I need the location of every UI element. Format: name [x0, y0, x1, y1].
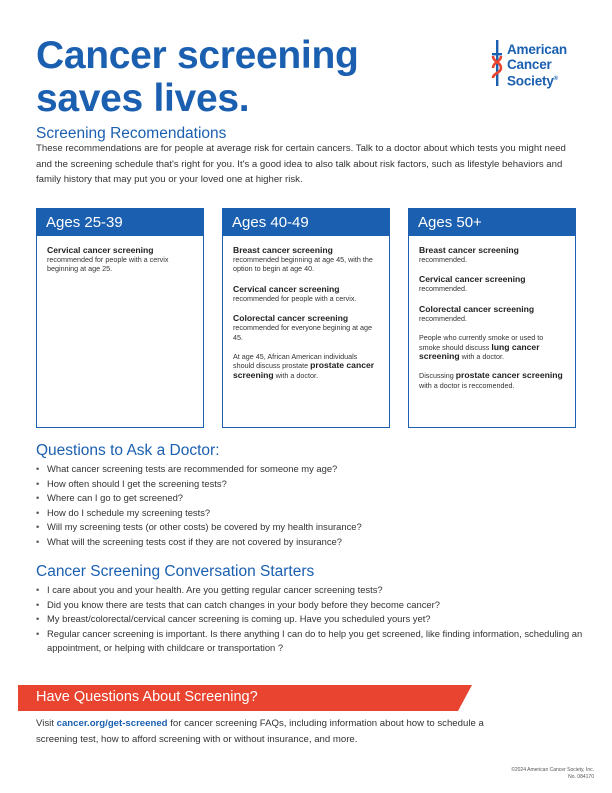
list-item: [36, 506, 586, 521]
card-heading: Ages 50+: [409, 209, 575, 236]
bullet-icon: •: [36, 492, 40, 504]
card-item-title: Colorectal cancer screening: [419, 303, 535, 314]
card-note-pre: People who currently smoke or used to smoke should discuss: [419, 333, 544, 352]
card-item-title: Cervical cancer screening: [419, 274, 526, 285]
card-ages-25-39: [36, 208, 204, 428]
bullet-icon: •: [36, 535, 40, 547]
card-item-text: recommended for everyone begining at age 45.: [233, 323, 373, 342]
screening-link[interactable]: cancer.org/get-screened: [56, 718, 168, 729]
logo-line-2: Cancer: [507, 57, 552, 72]
list-item: [36, 612, 591, 627]
list-item-text: Regular cancer screening is important. Is there anything I can do to help you get screened, like finding information, scheduling an appointment, or helping with childcare or transportation ?: [47, 627, 583, 654]
card-note-pre: At age 45, African American individuals should discuss prostate: [233, 352, 358, 371]
questions-banner: [18, 685, 472, 711]
visit-paragraph: [36, 716, 496, 747]
card-note-post: with a doctor is reccomended.: [419, 380, 515, 390]
card-note-bold: lung cancer screening: [419, 341, 540, 362]
list-item-text: Did you know there are tests that can catch changes in your body before they become cancer?: [47, 598, 440, 610]
card-item-text: recommended for people with a cervix.: [233, 293, 357, 303]
bullet-icon: •: [36, 477, 40, 489]
footer-copyright: ©2024 American Cancer Society, Inc.: [511, 767, 594, 773]
list-item-text: My breast/colorectal/cervical cancer screening is coming up. Have you scheduled yours yet?: [47, 613, 431, 625]
list-item-text: What will the screening tests cost if they are not covered by insurance?: [47, 535, 342, 547]
logo-society: Society: [507, 73, 554, 89]
list-item: [36, 598, 591, 613]
list-item-text: How do I schedule my screening tests?: [47, 506, 211, 518]
list-item: [36, 491, 586, 506]
card-item-title: Colorectal cancer screening: [233, 313, 349, 324]
footer: [511, 767, 594, 781]
card-note-bold: prostate cancer screening: [455, 370, 563, 381]
logo-wordmark: [507, 42, 567, 89]
card-item: [233, 245, 379, 274]
card-note-post: with a doctor.: [273, 370, 318, 380]
list-item: [36, 627, 591, 656]
card-note-bold: prostate cancer screening: [233, 360, 375, 380]
bullet-icon: •: [36, 463, 40, 474]
bullet-icon: •: [36, 521, 40, 533]
bullet-icon: •: [36, 506, 40, 518]
footer-number: No. 084170: [568, 774, 594, 780]
card-item-title: Breast cancer screening: [233, 245, 333, 255]
card-item-text: recommended.: [419, 284, 467, 294]
card-item: [47, 245, 193, 274]
card-item-text: recommended.: [419, 313, 467, 323]
logo-registered: ®: [553, 76, 558, 82]
list-item-text: Where can I go to get screened?: [47, 492, 184, 504]
card-note-pre: Discussing: [419, 371, 456, 381]
card-item: [419, 245, 565, 264]
list-item: [36, 477, 586, 492]
list-item-text: Will my screening tests (or other costs) be covered by my health insurance?: [47, 521, 362, 533]
questions-heading: Questions to Ask a Doctor:: [36, 442, 220, 459]
visit-pre: Visit: [36, 718, 57, 729]
recommendations-intro: These recommendations are for people at average risk for certain cancers. Talk to a doctor about which tests you might need and the screening schedule that's right for you. It's a good idea to also talk about risk factors, such as lifestyle behaviors and family history that may put you or your loved one at higher risk.: [36, 143, 566, 185]
list-item: [36, 535, 586, 550]
starters-list: [36, 583, 591, 656]
list-item-text: I care about you and your health. Are you getting regular cancer screening tests?: [47, 584, 383, 595]
card-item-title: Cervical cancer screening: [47, 245, 154, 255]
acs-sword-icon: [490, 40, 504, 88]
starters-heading: Cancer Screening Conversation Starters: [36, 563, 315, 580]
card-heading: Ages 25-39: [37, 209, 203, 236]
page-title: [36, 34, 436, 120]
card-heading: Ages 40-49: [223, 209, 389, 236]
card-item: [233, 284, 379, 303]
card-item: [419, 304, 565, 323]
list-item-text: What cancer screening tests are recommended for someone my age?: [47, 463, 338, 474]
recommendations-heading: Screening Recomendations: [36, 125, 227, 142]
card-item: [419, 274, 565, 293]
list-item: [36, 462, 586, 477]
logo-line-1: American: [507, 42, 567, 57]
card-item-text: recommended for people with a cervix beginning at age 25.: [47, 255, 169, 274]
card-item-title: Breast cancer screening: [419, 245, 519, 255]
card-note-post: with a doctor.: [459, 352, 504, 362]
card-ages-50-plus: [408, 208, 576, 428]
title-line-2: saves lives.: [36, 77, 250, 120]
title-line-1: Cancer screening: [36, 34, 359, 77]
logo-line-3: [507, 72, 567, 89]
acs-logo: [490, 40, 590, 90]
card-item-text: recommended beginning at age 45, with the option to begin at age 40.: [233, 255, 373, 274]
card-item: [233, 313, 379, 342]
list-item: [36, 583, 591, 598]
card-item-title: Cervical cancer screening: [233, 283, 340, 294]
banner-title: Have Questions About Screening?: [36, 689, 258, 705]
card-item-text: recommended.: [419, 255, 467, 264]
card-ages-40-49: [222, 208, 390, 428]
list-item-text: How often should I get the screening tests?: [47, 477, 227, 489]
list-item: [36, 520, 586, 535]
card-note: [419, 371, 565, 390]
questions-list: [36, 462, 586, 550]
bullet-icon: •: [36, 598, 40, 610]
card-note: [233, 352, 379, 380]
bullet-icon: •: [36, 627, 40, 639]
card-note: [419, 333, 565, 361]
bullet-icon: •: [36, 613, 40, 625]
bullet-icon: •: [36, 584, 40, 595]
visit-post: for cancer screening FAQs, including information about how to schedule a screening test, how to afford screening with or without insurance, and more.: [36, 718, 484, 745]
